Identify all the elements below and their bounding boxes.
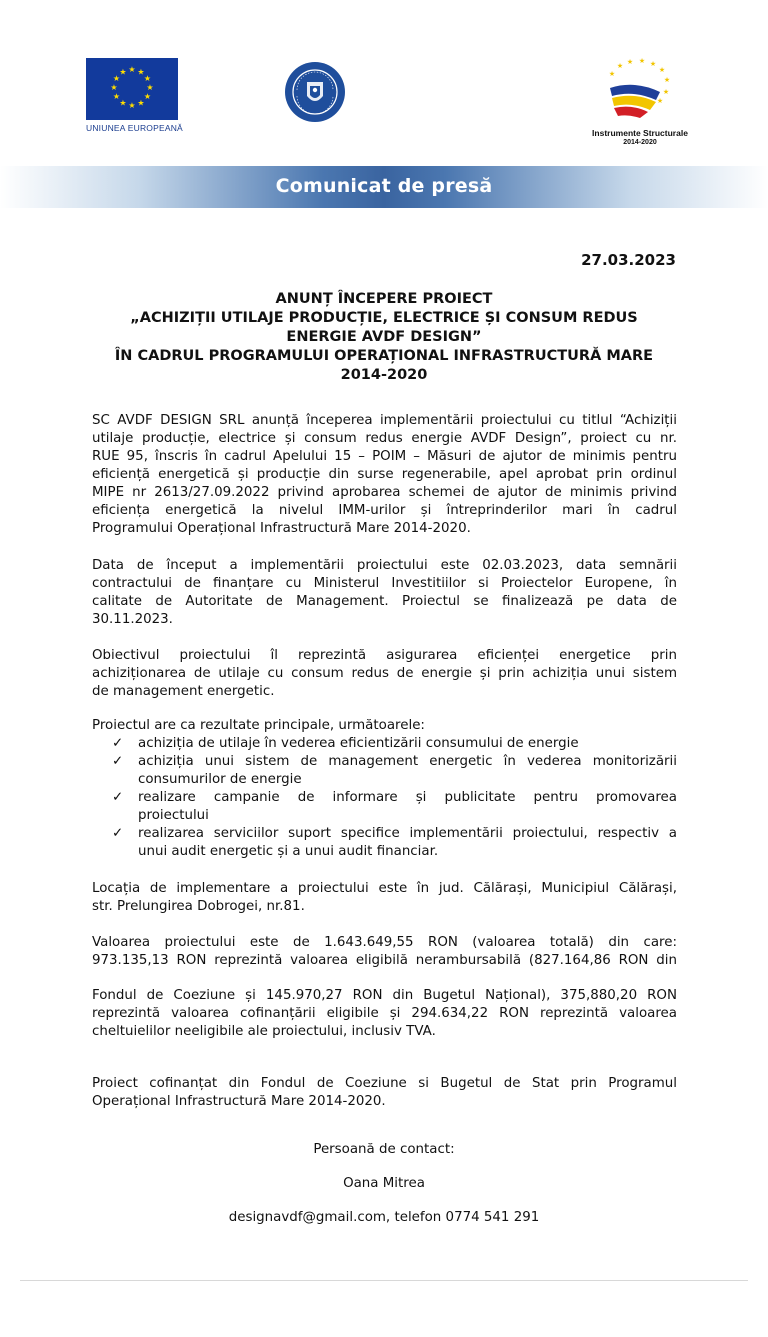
text-line: achiziția de utilaje în vederea eficientizării consumului de energie bbox=[138, 736, 579, 751]
text-line: consumurilor de energie bbox=[138, 772, 302, 787]
svg-text:★: ★ bbox=[137, 67, 145, 77]
structural-instruments-logo bbox=[590, 58, 690, 147]
paragraph-objective bbox=[92, 647, 677, 701]
list-item bbox=[92, 735, 677, 753]
release-date: 27.03.2023 bbox=[581, 251, 676, 269]
text-line: Proiect cofinanțat din Fondul de Coeziune si Bugetul de Stat prin Programul bbox=[92, 1076, 677, 1091]
text-line: str. Prelungirea Dobrogei, nr.81. bbox=[92, 899, 305, 914]
text-line: proiectului bbox=[138, 808, 209, 823]
checkmark-icon: ✓ bbox=[112, 790, 124, 805]
text-line: eficiența energetică la nivelul IMM-urilor și întreprinderilor mari în cadrul bbox=[92, 503, 677, 518]
government-seal-logo bbox=[283, 60, 347, 124]
list-item bbox=[92, 753, 677, 789]
text-line: achiziționarea de utilaje cu consum redus de energie și prin achiziția unui sistem bbox=[92, 666, 677, 681]
paragraph-project-value-continued bbox=[92, 987, 677, 1041]
svg-text:★: ★ bbox=[112, 92, 121, 101]
text-line: utilaje producție, electrice și consum redus energie AVDF Design”, proiect cu nr. bbox=[92, 431, 677, 446]
svg-text:★: ★ bbox=[128, 65, 136, 74]
paragraph-start-date bbox=[92, 557, 677, 629]
svg-text:★: ★ bbox=[119, 67, 127, 77]
text-line: MIPE nr 2613/27.09.2022 privind aprobarea schemei de ajutor de minimis privind bbox=[92, 485, 677, 500]
svg-text:★: ★ bbox=[128, 101, 136, 110]
svg-text:★: ★ bbox=[638, 58, 646, 65]
svg-text:★: ★ bbox=[658, 66, 666, 74]
text-line: realizarea serviciilor suport specifice implementării proiectului, respectiv a bbox=[138, 826, 677, 841]
text-line: Fondul de Coeziune și 145.970,27 RON din Bugetul Național), 375,880,20 RON bbox=[92, 988, 677, 1003]
list-item bbox=[92, 789, 677, 825]
svg-text:★: ★ bbox=[662, 88, 670, 96]
contact-name: Oana Mitrea bbox=[343, 1176, 425, 1191]
text-line: Obiectivul proiectului îl reprezintă asigurarea eficienței energetice prin bbox=[92, 648, 677, 663]
government-seal-icon bbox=[283, 60, 347, 124]
heading-line: 2014-2020 bbox=[340, 367, 428, 383]
svg-text:★: ★ bbox=[143, 92, 152, 101]
text-line: Operațional Infrastructură Mare 2014-2020. bbox=[92, 1094, 386, 1109]
svg-text:★: ★ bbox=[649, 60, 657, 68]
structural-instruments-icon bbox=[590, 58, 690, 124]
structural-instruments-years: 2014-2020 bbox=[623, 139, 657, 146]
text-line: 30.11.2023. bbox=[92, 612, 173, 627]
text-line: unui audit energetic și a unui audit financiar. bbox=[138, 844, 439, 859]
text-line: Locația de implementare a proiectului este în jud. Călărași, Municipiul Călărași, bbox=[92, 881, 677, 896]
svg-text:★: ★ bbox=[616, 62, 624, 70]
checkmark-icon: ✓ bbox=[112, 826, 124, 841]
structural-instruments-caption: Instrumente Structurale bbox=[592, 128, 688, 138]
text-line: 973.135,13 RON reprezintă valoarea eligibilă nerambursabilă (827.164,86 RON din bbox=[92, 953, 677, 968]
text-line: eficiență energetică și producție din surse regenerabile, apel aprobat prin ordinul bbox=[92, 467, 677, 482]
text-line: Programului Operațional Infrastructură Mare 2014-2020. bbox=[92, 521, 471, 536]
results-list bbox=[92, 735, 677, 861]
text-line: Valoarea proiectului este de 1.643.649,55 RON (valoarea totală) din care: bbox=[92, 935, 677, 950]
checkmark-icon: ✓ bbox=[112, 736, 124, 751]
svg-text:★: ★ bbox=[146, 83, 154, 92]
svg-text:★: ★ bbox=[110, 83, 118, 92]
heading-line: „ACHIZIȚII UTILAJE PRODUCȚIE, ELECTRICE ȘI CONSUM REDUS bbox=[130, 310, 638, 326]
svg-text:★: ★ bbox=[663, 76, 671, 84]
text-line: calitate de Autoritate de Management. Proiectul se finalizează pe data de bbox=[92, 594, 677, 609]
eu-flag-icon bbox=[86, 58, 178, 120]
text-line: de management energetic. bbox=[92, 684, 275, 699]
text-line: realizare campanie de informare și publicitate pentru promovarea bbox=[138, 790, 677, 805]
heading-line: ANUNȚ ÎNCEPERE PROIECT bbox=[275, 291, 493, 307]
checkmark-icon: ✓ bbox=[112, 754, 124, 769]
svg-text:★: ★ bbox=[112, 74, 121, 83]
text-line: contractului de finanțare cu Ministerul Investitiilor si Proiectelor Europene, în bbox=[92, 576, 677, 591]
heading-line: ÎN CADRUL PROGRAMULUI OPERAȚIONAL INFRASTRUCTURĂ MARE bbox=[114, 348, 654, 364]
contact-label: Persoană de contact: bbox=[313, 1142, 455, 1157]
eu-logo bbox=[86, 58, 183, 133]
svg-text:★: ★ bbox=[608, 70, 616, 78]
paragraph-cofinancing bbox=[92, 1075, 677, 1111]
eu-caption: UNIUNEA EUROPEANĂ bbox=[86, 123, 183, 133]
results-intro: Proiectul are ca rezultate principale, următoarele: bbox=[92, 718, 425, 733]
announcement-heading bbox=[92, 290, 676, 385]
results-section bbox=[92, 717, 677, 861]
svg-text:★: ★ bbox=[137, 98, 145, 108]
bottom-divider bbox=[20, 1280, 748, 1281]
contact-details: designavdf@gmail.com, telefon 0774 541 291 bbox=[228, 1210, 540, 1225]
text-line: cheltuielilor neeligibile ale proiectului, inclusiv TVA. bbox=[92, 1024, 436, 1039]
text-line: RUE 95, înscris în cadrul Apelului 15 – POIM – Măsuri de ajutor de minimis pentru bbox=[92, 449, 677, 464]
text-line: reprezintă valoarea cofinanțării eligibile și 294.634,22 RON reprezintă valoarea bbox=[92, 1006, 677, 1021]
heading-line: ENERGIE AVDF DESIGN” bbox=[286, 329, 482, 345]
text-line: Data de început a implementării proiectului este 02.03.2023, data semnării bbox=[92, 558, 677, 573]
list-item bbox=[92, 825, 677, 861]
paragraph-location bbox=[92, 880, 677, 916]
svg-text:★: ★ bbox=[143, 74, 152, 83]
svg-text:★: ★ bbox=[119, 98, 127, 108]
text-line: achiziția unui sistem de management energetic în vederea monitorizării bbox=[138, 754, 677, 769]
paragraph-project-announcement bbox=[92, 412, 677, 538]
paragraph-project-value bbox=[92, 934, 677, 970]
banner-title: Comunicat de presă bbox=[275, 175, 493, 197]
svg-text:★: ★ bbox=[626, 58, 634, 66]
text-line: SC AVDF DESIGN SRL anunță începerea implementării proiectului cu titlul “Achiziții bbox=[92, 413, 677, 428]
svg-text:★: ★ bbox=[656, 97, 664, 105]
